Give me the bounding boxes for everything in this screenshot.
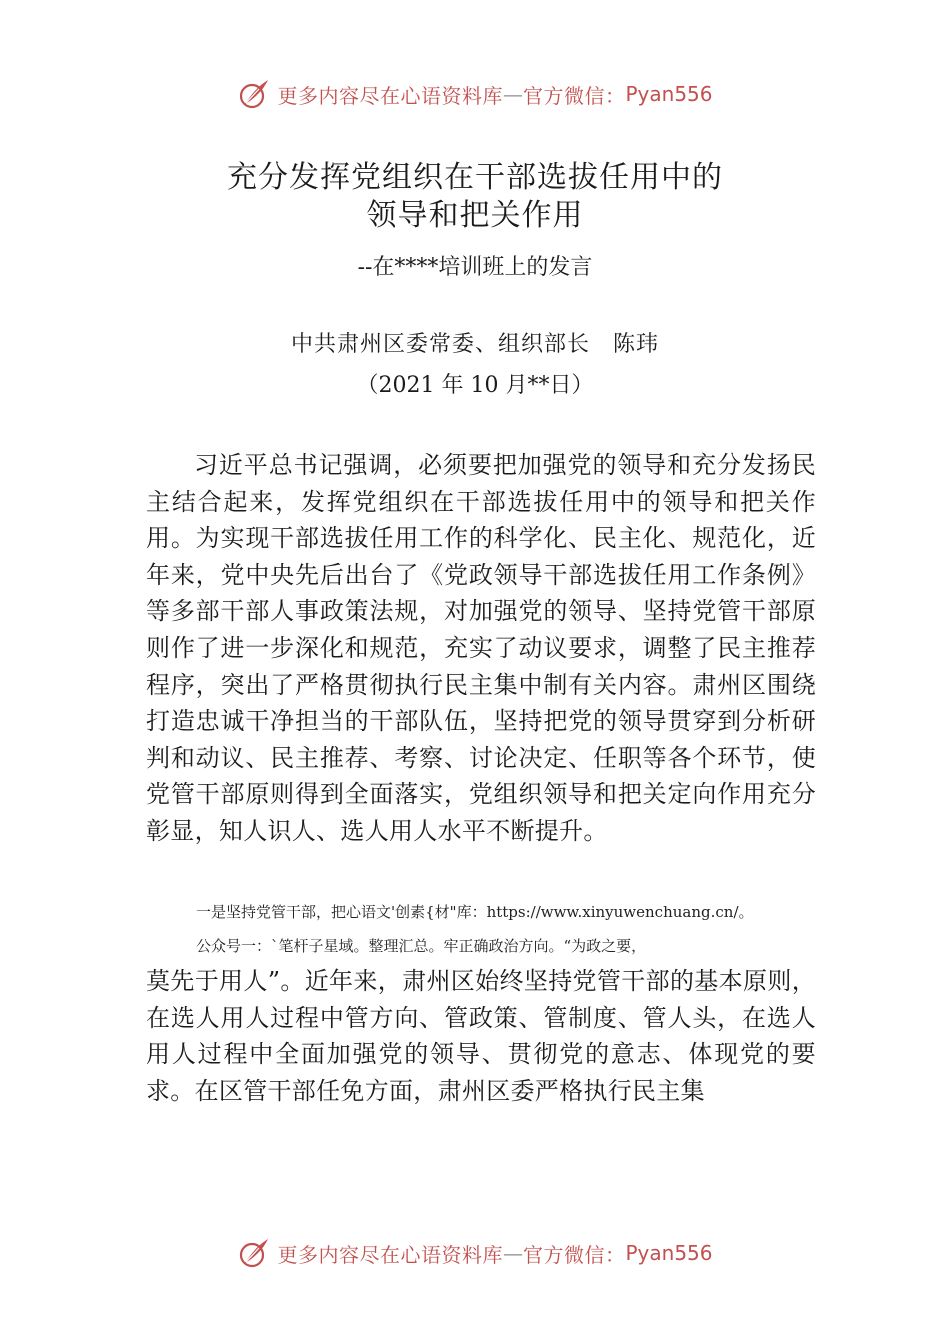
inline-note-line1: 一是坚持党管干部，把心语文'创素{材"库：https://www.xinyuwenchuang.cn/。 [196, 903, 754, 921]
document-date: （2021 年 10 月**日） [356, 373, 594, 398]
document-title-line1: 充分发挥党组织在干部选拔任用中的 [227, 160, 723, 195]
footer-banner [0, 1233, 950, 1273]
banner-text: 更多内容尽在心语资料库 [277, 83, 503, 108]
feather-pen-logo-icon [237, 1236, 271, 1270]
body-paragraph-2: 莫先于用人”。近年来，肃州区始终坚持党管干部的基本原则，在选人用人过程中管方向、管政策、管制度、管人头，在选人用人过程中全面加强党的领导、贯彻党的意志、体现党的要求。在区管干部任免方面，肃州区委严格执行民主集 [146, 967, 816, 1105]
document-author: 中共肃州区委常委、组织部长 陈玮 [290, 332, 659, 357]
feather-pen-logo-icon [237, 77, 271, 111]
banner-separator: — [502, 1241, 523, 1265]
banner-wechat-label: 官方微信： [522, 1242, 626, 1267]
banner-separator: — [502, 82, 523, 106]
body-paragraph-1: 习近平总书记强调，必须要把加强党的领导和充分发扬民主结合起来，发挥党组织在干部选拔任用中的领导和把关作用。为实现干部选拔任用工作的科学化、民主化、规范化，近年来，党中央先后出台了《党政领导干部选拔任用工作条例》等多部干部人事政策法规，对加强党的领导、坚持党管干部原则作了进一步深化和规范，充实了动议要求，调整了民主推荐程序，突出了严格贯彻执行民主集中制有关内容。肃州区围绕打造忠诚干净担当的干部队伍，坚持把党的领导贯穿到分析研判和动议、民主推荐、考察、讨论决定、任职等各个环节，使党管干部原则得到全面落实，党组织领导和把关定向作用充分彰显，知人识人、选人用人水平不断提升。 [146, 451, 816, 845]
banner-wechat-id: Pyan556 [625, 82, 713, 106]
banner-text: 更多内容尽在心语资料库 [277, 1242, 503, 1267]
inline-note-line2: 公众号一：`笔杆子星域。整理汇总。牢正确政治方向。“为政之要， [196, 937, 647, 955]
document-title-line2: 领导和把关作用 [366, 198, 584, 233]
document-subtitle: --在****培训班上的发言 [357, 255, 593, 280]
banner-wechat-label: 官方微信： [522, 83, 626, 108]
header-banner [0, 74, 950, 114]
banner-wechat-id: Pyan556 [625, 1241, 713, 1265]
